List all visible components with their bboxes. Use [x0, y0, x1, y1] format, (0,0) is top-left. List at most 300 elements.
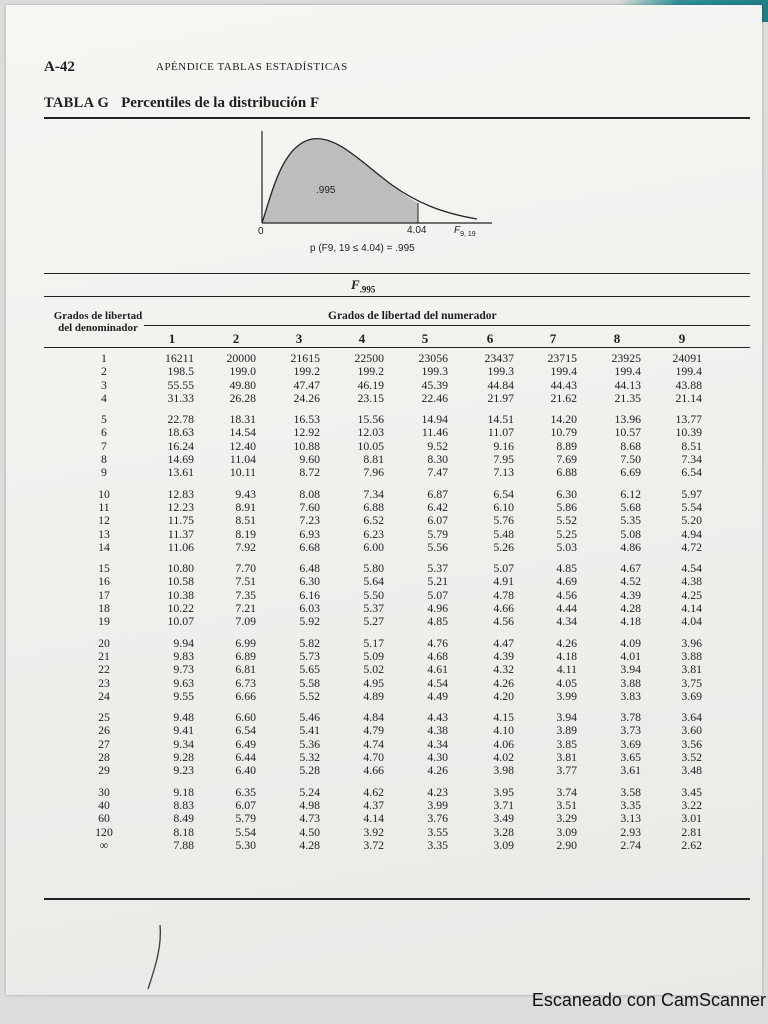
table-cell: 6.12	[620, 486, 641, 501]
table-cell: 9.83	[173, 648, 194, 663]
table-cell: 3.83	[620, 688, 641, 703]
denominator-df: 2	[101, 364, 107, 379]
table-cell: 7.09	[235, 614, 256, 629]
table-cell: 3.52	[681, 750, 702, 765]
table-title: Percentiles de la distribución F	[121, 95, 320, 111]
table-cell: 5.41	[299, 723, 320, 738]
denominator-df: 15	[98, 561, 110, 576]
table-cell: 6.88	[556, 465, 577, 480]
table-cell: 4.23	[427, 784, 448, 799]
column-header: 2	[232, 331, 240, 346]
table-cell: 5.24	[299, 784, 320, 799]
table-body	[44, 352, 750, 852]
table-cell: 4.73	[299, 811, 320, 826]
table-cell: 3.98	[493, 763, 514, 778]
group-spacer	[44, 480, 750, 488]
table-row	[44, 392, 750, 405]
table-cell: 9.94	[173, 635, 194, 650]
table-cell: 10.80	[167, 561, 194, 576]
table-cell: 3.81	[556, 750, 577, 765]
table-cell: 9.48	[173, 710, 194, 725]
table-cell: 9.34	[173, 736, 194, 751]
table-cell: 6.89	[235, 648, 256, 663]
table-cell: 18.31	[229, 412, 256, 427]
table-cell: 4.09	[620, 635, 641, 650]
table-cell: 5.35	[620, 513, 641, 528]
table-row	[44, 799, 750, 812]
table-cell: 3.55	[427, 824, 448, 839]
group-spacer	[44, 554, 750, 562]
table-cell: 9.52	[427, 438, 448, 453]
table-row	[44, 562, 750, 575]
table-cell: 11.37	[167, 526, 194, 541]
table-cell: 10.07	[167, 614, 194, 629]
denominator-df: 27	[98, 736, 110, 751]
table-cell: 7.35	[235, 587, 256, 602]
table-cell: 5.07	[427, 587, 448, 602]
denominator-df: 19	[98, 614, 110, 629]
table-cell: 10.05	[357, 438, 384, 453]
table-cell: 4.49	[427, 688, 448, 703]
table-cell: 3.29	[556, 811, 577, 826]
column-header: 8	[613, 331, 621, 346]
table-cell: 6.60	[235, 710, 256, 725]
table-cell: 44.84	[487, 377, 514, 392]
table-cell: 5.56	[427, 539, 448, 554]
table-cell: 8.83	[173, 797, 194, 812]
table-cell: 8.51	[681, 438, 702, 453]
table-cell: 3.48	[681, 763, 702, 778]
table-cell: 14.20	[550, 412, 577, 427]
table-cell: 198.5	[167, 364, 194, 379]
table-cell: 4.69	[556, 574, 577, 589]
table-cell: 22.78	[167, 412, 194, 427]
table-row	[44, 379, 750, 392]
probability-caption: p (F9, 19 ≤ 4.04) = .995	[310, 243, 415, 254]
table-cell: 5.86	[556, 499, 577, 514]
table-cell: 3.74	[556, 784, 577, 799]
table-cell: 6.81	[235, 662, 256, 677]
table-cell: 6.30	[299, 574, 320, 589]
table-cell: 4.56	[493, 614, 514, 629]
table-cell: 5.21	[427, 574, 448, 589]
table-cell: 23925	[611, 351, 641, 365]
table-cell: 7.96	[363, 465, 384, 480]
table-cell: 21.14	[675, 390, 702, 405]
table-cell: 4.04	[681, 614, 702, 629]
table-cell: 6.54	[493, 486, 514, 501]
column-header: 7	[549, 331, 557, 346]
table-cell: 3.35	[620, 797, 641, 812]
table-cell: 10.58	[167, 574, 194, 589]
table-cell: 4.66	[363, 763, 384, 778]
column-group-header: Grados de libertad del numerador	[328, 310, 497, 322]
table-cell: 5.58	[299, 675, 320, 690]
critical-value-label: 4.04	[407, 225, 427, 236]
table-cell: 9.63	[173, 675, 194, 690]
table-cell: 55.55	[167, 377, 194, 392]
denominator-df: 6	[101, 425, 107, 440]
table-cell: 6.88	[363, 499, 384, 514]
table-cell: 4.89	[363, 688, 384, 703]
denominator-df: 16	[98, 574, 110, 589]
table-cell: 4.91	[493, 574, 514, 589]
table-cell: 4.50	[299, 824, 320, 839]
table-row	[44, 690, 750, 703]
table-cell: 6.48	[299, 561, 320, 576]
table-cell: 7.69	[556, 452, 577, 467]
group-spacer	[44, 405, 750, 413]
table-cell: 6.68	[299, 539, 320, 554]
table-cell: 4.94	[681, 526, 702, 541]
table-cell: 9.60	[299, 452, 320, 467]
column-header: 4	[358, 331, 366, 346]
table-cell: 4.76	[427, 635, 448, 650]
table-cell: 9.18	[173, 784, 194, 799]
denominator-df: 23	[98, 675, 110, 690]
table-row	[44, 637, 750, 650]
denominator-df: 12	[98, 513, 110, 528]
table-cell: 8.30	[427, 452, 448, 467]
table-cell: 6.69	[620, 465, 641, 480]
table-cell: 199.2	[293, 364, 320, 379]
table-row	[44, 501, 750, 514]
table-row	[44, 751, 750, 764]
table-row	[44, 602, 750, 615]
table-cell: 4.85	[427, 614, 448, 629]
table-cell: 12.92	[293, 425, 320, 440]
table-cell: 6.07	[235, 797, 256, 812]
table-cell: 10.88	[293, 438, 320, 453]
table-cell: 6.66	[235, 688, 256, 703]
table-cell: 2.62	[681, 837, 702, 852]
table-cell: 5.82	[299, 635, 320, 650]
table-cell: 4.11	[556, 662, 577, 677]
table-cell: 4.47	[493, 635, 514, 650]
table-cell: 31.33	[167, 390, 194, 405]
f-distribution-figure	[242, 123, 522, 263]
table-cell: 3.76	[427, 811, 448, 826]
table-cell: 9.73	[173, 662, 194, 677]
table-cell: 45.39	[421, 377, 448, 392]
table-row	[44, 426, 750, 439]
table-cell: 8.72	[299, 465, 320, 480]
table-cell: 3.01	[681, 811, 702, 826]
table-cell: 5.76	[493, 513, 514, 528]
denominator-df: 30	[98, 784, 110, 799]
group-spacer	[44, 629, 750, 637]
table-cell: 7.88	[173, 837, 194, 852]
table-row	[44, 764, 750, 777]
table-cell: 7.70	[235, 561, 256, 576]
table-cell: 12.83	[167, 486, 194, 501]
shaded-area	[262, 139, 418, 223]
table-cell: 23437	[484, 351, 514, 365]
column-header: 1	[168, 331, 176, 346]
table-row	[44, 738, 750, 751]
table-cell: 2.81	[681, 824, 702, 839]
table-cell: 2.93	[620, 824, 641, 839]
book-page	[6, 5, 762, 995]
table-cell: 5.37	[427, 561, 448, 576]
table-cell: 24.26	[293, 390, 320, 405]
table-row	[44, 650, 750, 663]
table-cell: 199.4	[614, 364, 641, 379]
table-cell: 4.34	[427, 736, 448, 751]
header-bottom-rule	[44, 347, 750, 348]
table-cell: 4.54	[427, 675, 448, 690]
table-cell: 23056	[418, 351, 448, 365]
table-cell: 8.08	[299, 486, 320, 501]
table-cell: 9.43	[235, 486, 256, 501]
table-cell: 5.48	[493, 526, 514, 541]
table-cell: 23715	[547, 351, 577, 365]
table-cell: 6.44	[235, 750, 256, 765]
denominator-df: 26	[98, 723, 110, 738]
table-cell: 3.94	[556, 710, 577, 725]
table-row	[44, 541, 750, 554]
table-cell: 3.69	[681, 688, 702, 703]
table-cell: 4.30	[427, 750, 448, 765]
table-cell: 6.73	[235, 675, 256, 690]
table-cell: 4.38	[427, 723, 448, 738]
table-cell: 6.93	[299, 526, 320, 541]
table-cell: 7.60	[299, 499, 320, 514]
table-cell: 26.28	[229, 390, 256, 405]
table-cell: 3.94	[620, 662, 641, 677]
column-group-rule	[144, 325, 750, 326]
table-cell: 3.56	[681, 736, 702, 751]
table-cell: 21615	[290, 351, 320, 365]
table-cell: 8.19	[235, 526, 256, 541]
denominator-df: 40	[98, 797, 110, 812]
table-row	[44, 352, 750, 365]
table-cell: 4.43	[427, 710, 448, 725]
table-cell: 3.69	[620, 736, 641, 751]
table-cell: 12.23	[167, 499, 194, 514]
table-row	[44, 488, 750, 501]
table-cell: 49.80	[229, 377, 256, 392]
group-spacer	[44, 778, 750, 786]
table-cell: 11.75	[167, 513, 194, 528]
table-cell: 4.62	[363, 784, 384, 799]
table-row	[44, 453, 750, 466]
table-cell: 6.99	[235, 635, 256, 650]
denominator-df: 8	[101, 452, 107, 467]
table-cell: 7.34	[363, 486, 384, 501]
denominator-df: 25	[98, 710, 110, 725]
table-row	[44, 812, 750, 825]
table-cell: 5.32	[299, 750, 320, 765]
table-cell: 3.09	[556, 824, 577, 839]
table-cell: 10.22	[167, 601, 194, 616]
table-cell: 47.47	[293, 377, 320, 392]
table-cell: 3.78	[620, 710, 641, 725]
table-cell: 8.81	[363, 452, 384, 467]
table-cell: 43.88	[675, 377, 702, 392]
table-cell: 7.92	[235, 539, 256, 554]
table-row	[44, 575, 750, 588]
table-cell: 3.99	[427, 797, 448, 812]
scanner-watermark: Escaneado con CamScanner	[531, 990, 766, 1010]
table-cell: 4.84	[363, 710, 384, 725]
table-cell: 4.32	[493, 662, 514, 677]
table-cell: 4.44	[556, 601, 577, 616]
table-row	[44, 528, 750, 541]
table-cell: 4.66	[493, 601, 514, 616]
table-cell: 3.92	[363, 824, 384, 839]
table-cell: 6.00	[363, 539, 384, 554]
table-cell: 20000	[226, 351, 256, 365]
table-cell: 10.38	[167, 587, 194, 602]
table-cell: 8.89	[556, 438, 577, 453]
table-cell: 9.41	[173, 723, 194, 738]
table-cell: 5.17	[363, 635, 384, 650]
table-cell: 5.02	[363, 662, 384, 677]
table-row	[44, 365, 750, 378]
table-cell: 6.40	[235, 763, 256, 778]
table-cell: 5.73	[299, 648, 320, 663]
table-cell: 14.51	[487, 412, 514, 427]
table-cell: 3.72	[363, 837, 384, 852]
table-cell: 4.61	[427, 662, 448, 677]
table-cell: 3.95	[493, 784, 514, 799]
running-head: APÉNDICE TABLAS ESTADÍSTICAS	[156, 61, 348, 73]
table-cell: 5.65	[299, 662, 320, 677]
table-cell: 8.49	[173, 811, 194, 826]
denominator-df: 13	[98, 526, 110, 541]
column-header: 6	[486, 331, 494, 346]
table-cell: 3.75	[681, 675, 702, 690]
table-cell: 16211	[164, 351, 194, 365]
denominator-df: 18	[98, 601, 110, 616]
table-cell: 4.02	[493, 750, 514, 765]
table-cell: 44.13	[614, 377, 641, 392]
table-cell: 23.15	[357, 390, 384, 405]
table-cell: 6.07	[427, 513, 448, 528]
table-cell: 6.10	[493, 499, 514, 514]
table-cell: 5.54	[235, 824, 256, 839]
table-cell: 14.69	[167, 452, 194, 467]
table-cell: 13.77	[675, 412, 702, 427]
table-cell: 4.95	[363, 675, 384, 690]
group-spacer	[44, 703, 750, 711]
denominator-df: 24	[98, 688, 110, 703]
table-cell: 4.74	[363, 736, 384, 751]
denominator-df: 5	[101, 412, 107, 427]
axis-label: $F_{9, 19}$	[454, 225, 476, 238]
table-cell: 2.90	[556, 837, 577, 852]
denominator-df: 10	[98, 486, 110, 501]
table-cell: 11.06	[167, 539, 194, 554]
table-cell: 6.35	[235, 784, 256, 799]
table-cell: 44.43	[550, 377, 577, 392]
table-cell: 5.37	[363, 601, 384, 616]
table-cell: 4.26	[556, 635, 577, 650]
table-cell: 6.54	[235, 723, 256, 738]
table-cell: 5.92	[299, 614, 320, 629]
table-cell: 9.28	[173, 750, 194, 765]
table-cell: 11.07	[487, 425, 514, 440]
table-cell: 4.72	[681, 539, 702, 554]
table-cell: 16.24	[167, 438, 194, 453]
table-cell: 3.73	[620, 723, 641, 738]
table-cell: 8.51	[235, 513, 256, 528]
table-cell: 5.50	[363, 587, 384, 602]
table-cell: 12.03	[357, 425, 384, 440]
table-cell: 4.26	[493, 675, 514, 690]
table-cell: 3.60	[681, 723, 702, 738]
table-cell: 3.61	[620, 763, 641, 778]
denominator-df: 9	[101, 465, 107, 480]
table-cell: 13.61	[167, 465, 194, 480]
denominator-df: 11	[98, 499, 110, 514]
table-row	[44, 514, 750, 527]
table-cell: 4.39	[620, 587, 641, 602]
table-cell: 21.97	[487, 390, 514, 405]
table-cell: 6.30	[556, 486, 577, 501]
table-cell: 4.14	[681, 601, 702, 616]
table-cell: 5.26	[493, 539, 514, 554]
table-cell: 6.54	[681, 465, 702, 480]
table-cell: 6.42	[427, 499, 448, 514]
table-cell: 3.28	[493, 824, 514, 839]
table-cell: 4.14	[363, 811, 384, 826]
table-cell: 4.39	[493, 648, 514, 663]
table-cell: 7.23	[299, 513, 320, 528]
table-cell: 4.18	[620, 614, 641, 629]
percentile-rule	[44, 296, 750, 297]
table-cell: 21.62	[550, 390, 577, 405]
table-cell: 6.52	[363, 513, 384, 528]
denominator-df: 120	[95, 824, 113, 839]
denominator-df: 3	[101, 377, 107, 392]
table-cell: 4.78	[493, 587, 514, 602]
table-cell: 4.25	[681, 587, 702, 602]
table-cell: 4.56	[556, 587, 577, 602]
denominator-df: 14	[98, 539, 110, 554]
denominator-df: 20	[98, 635, 110, 650]
title-rule	[44, 117, 750, 119]
table-cell: 199.3	[487, 364, 514, 379]
table-cell: 10.11	[229, 465, 256, 480]
table-cell: 24091	[672, 351, 702, 365]
table-cell: 4.15	[493, 710, 514, 725]
table-cell: 46.19	[357, 377, 384, 392]
table-cell: 4.10	[493, 723, 514, 738]
table-cell: 4.05	[556, 675, 577, 690]
table-cell: 5.79	[235, 811, 256, 826]
table-cell: 4.06	[493, 736, 514, 751]
table-cell: 9.55	[173, 688, 194, 703]
table-cell: 5.07	[493, 561, 514, 576]
table-cell: 5.36	[299, 736, 320, 751]
table-cell: 3.81	[681, 662, 702, 677]
denominator-df: 60	[98, 811, 110, 826]
table-cell: 5.52	[299, 688, 320, 703]
table-label: TABLA G	[44, 95, 110, 111]
table-cell: 4.28	[299, 837, 320, 852]
table-cell: 3.58	[620, 784, 641, 799]
table-cell: 3.64	[681, 710, 702, 725]
table-caption	[44, 95, 319, 112]
table-bottom-rule	[44, 898, 750, 900]
column-header: 3	[295, 331, 303, 346]
denominator-df: 22	[98, 662, 110, 677]
table-row	[44, 440, 750, 453]
table-cell: 7.13	[493, 465, 514, 480]
table-cell: 3.45	[681, 784, 702, 799]
